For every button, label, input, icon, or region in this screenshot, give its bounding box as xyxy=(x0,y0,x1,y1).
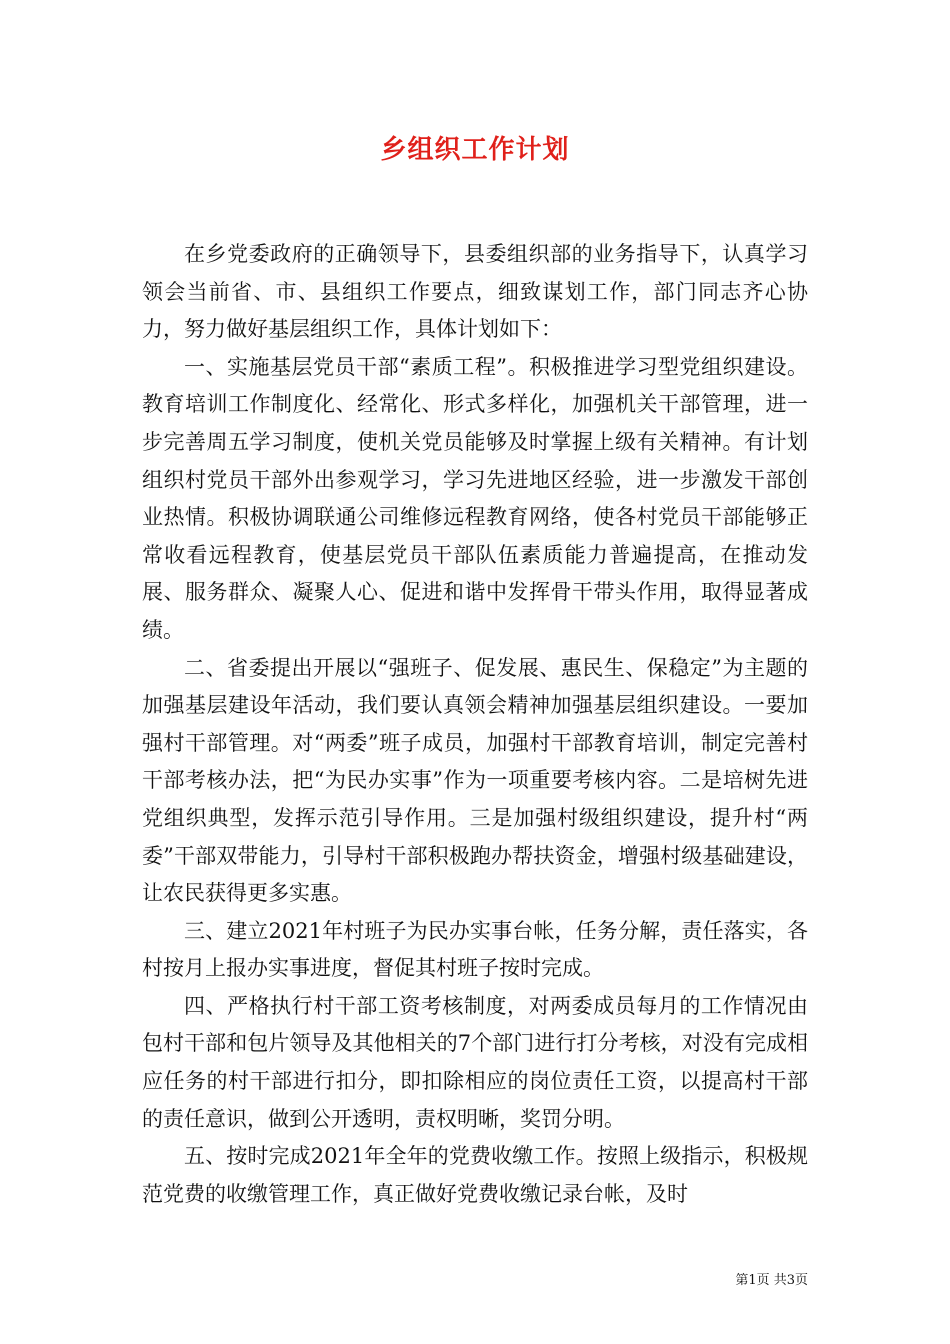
page-number-footer: 第1页 共3页 xyxy=(735,1273,808,1288)
document-body xyxy=(142,236,808,1213)
document-title: 乡组织工作计划 xyxy=(380,135,570,165)
paragraph-section-3: 三、建立2021年村班子为民办实事台帐，任务分解，责任落实，各村按月上报办实事进度，督促其村班子按时完成。 xyxy=(142,918,808,981)
paragraph-intro: 在乡党委政府的正确领导下，县委组织部的业务指导下，认真学习领会当前省、市、县组织工作要点，细致谋划工作，部门同志齐心协力，努力做好基层组织工作，具体计划如下： xyxy=(142,242,808,342)
paragraph-section-2: 二、省委提出开展以“强班子、促发展、惠民生、保稳定”为主题的加强基层建设年活动，我们要认真领会精神加强基层组织建设。一要加强村干部管理。对“两委”班子成员，加强村干部教育培训，制定完善村干部考核办法，把“为民办实事”作为一项重要考核内容。二是培树先进党组织典型，发挥示范引导作用。三是加强村级组织建设，提升村“两委”干部双带能力，引导村干部积极跑办帮扶资金，增强村级基础建设，让农民获得更多实惠。 xyxy=(142,655,808,906)
paragraph-section-4: 四、严格执行村干部工资考核制度，对两委成员每月的工作情况由包村干部和包片领导及其他相关的7个部门进行打分考核，对没有完成相应任务的村干部进行扣分，即扣除相应的岗位责任工资，以提高村干部的责任意识，做到公开透明，责权明晰，奖罚分明。 xyxy=(142,993,808,1131)
paragraph-section-1: 一、实施基层党员干部“素质工程”。积极推进学习型党组织建设。教育培训工作制度化、经常化、形式多样化，加强机关干部管理，进一步完善周五学习制度，使机关党员能够及时掌握上级有关精神。有计划组织村党员干部外出参观学习，学习先进地区经验，进一步激发干部创业热情。积极协调联通公司维修远程教育网络，使各村党员干部能够正常收看远程教育，使基层党员干部队伍素质能力普遍提高，在推动发展、服务群众、凝聚人心、促进和谐中发挥骨干带头作用，取得显著成绩。 xyxy=(142,354,808,642)
paragraph-section-5: 五、按时完成2021年全年的党费收缴工作。按照上级指示，积极规范党费的收缴管理工作，真正做好党费收缴记录台帐，及时 xyxy=(142,1144,808,1206)
